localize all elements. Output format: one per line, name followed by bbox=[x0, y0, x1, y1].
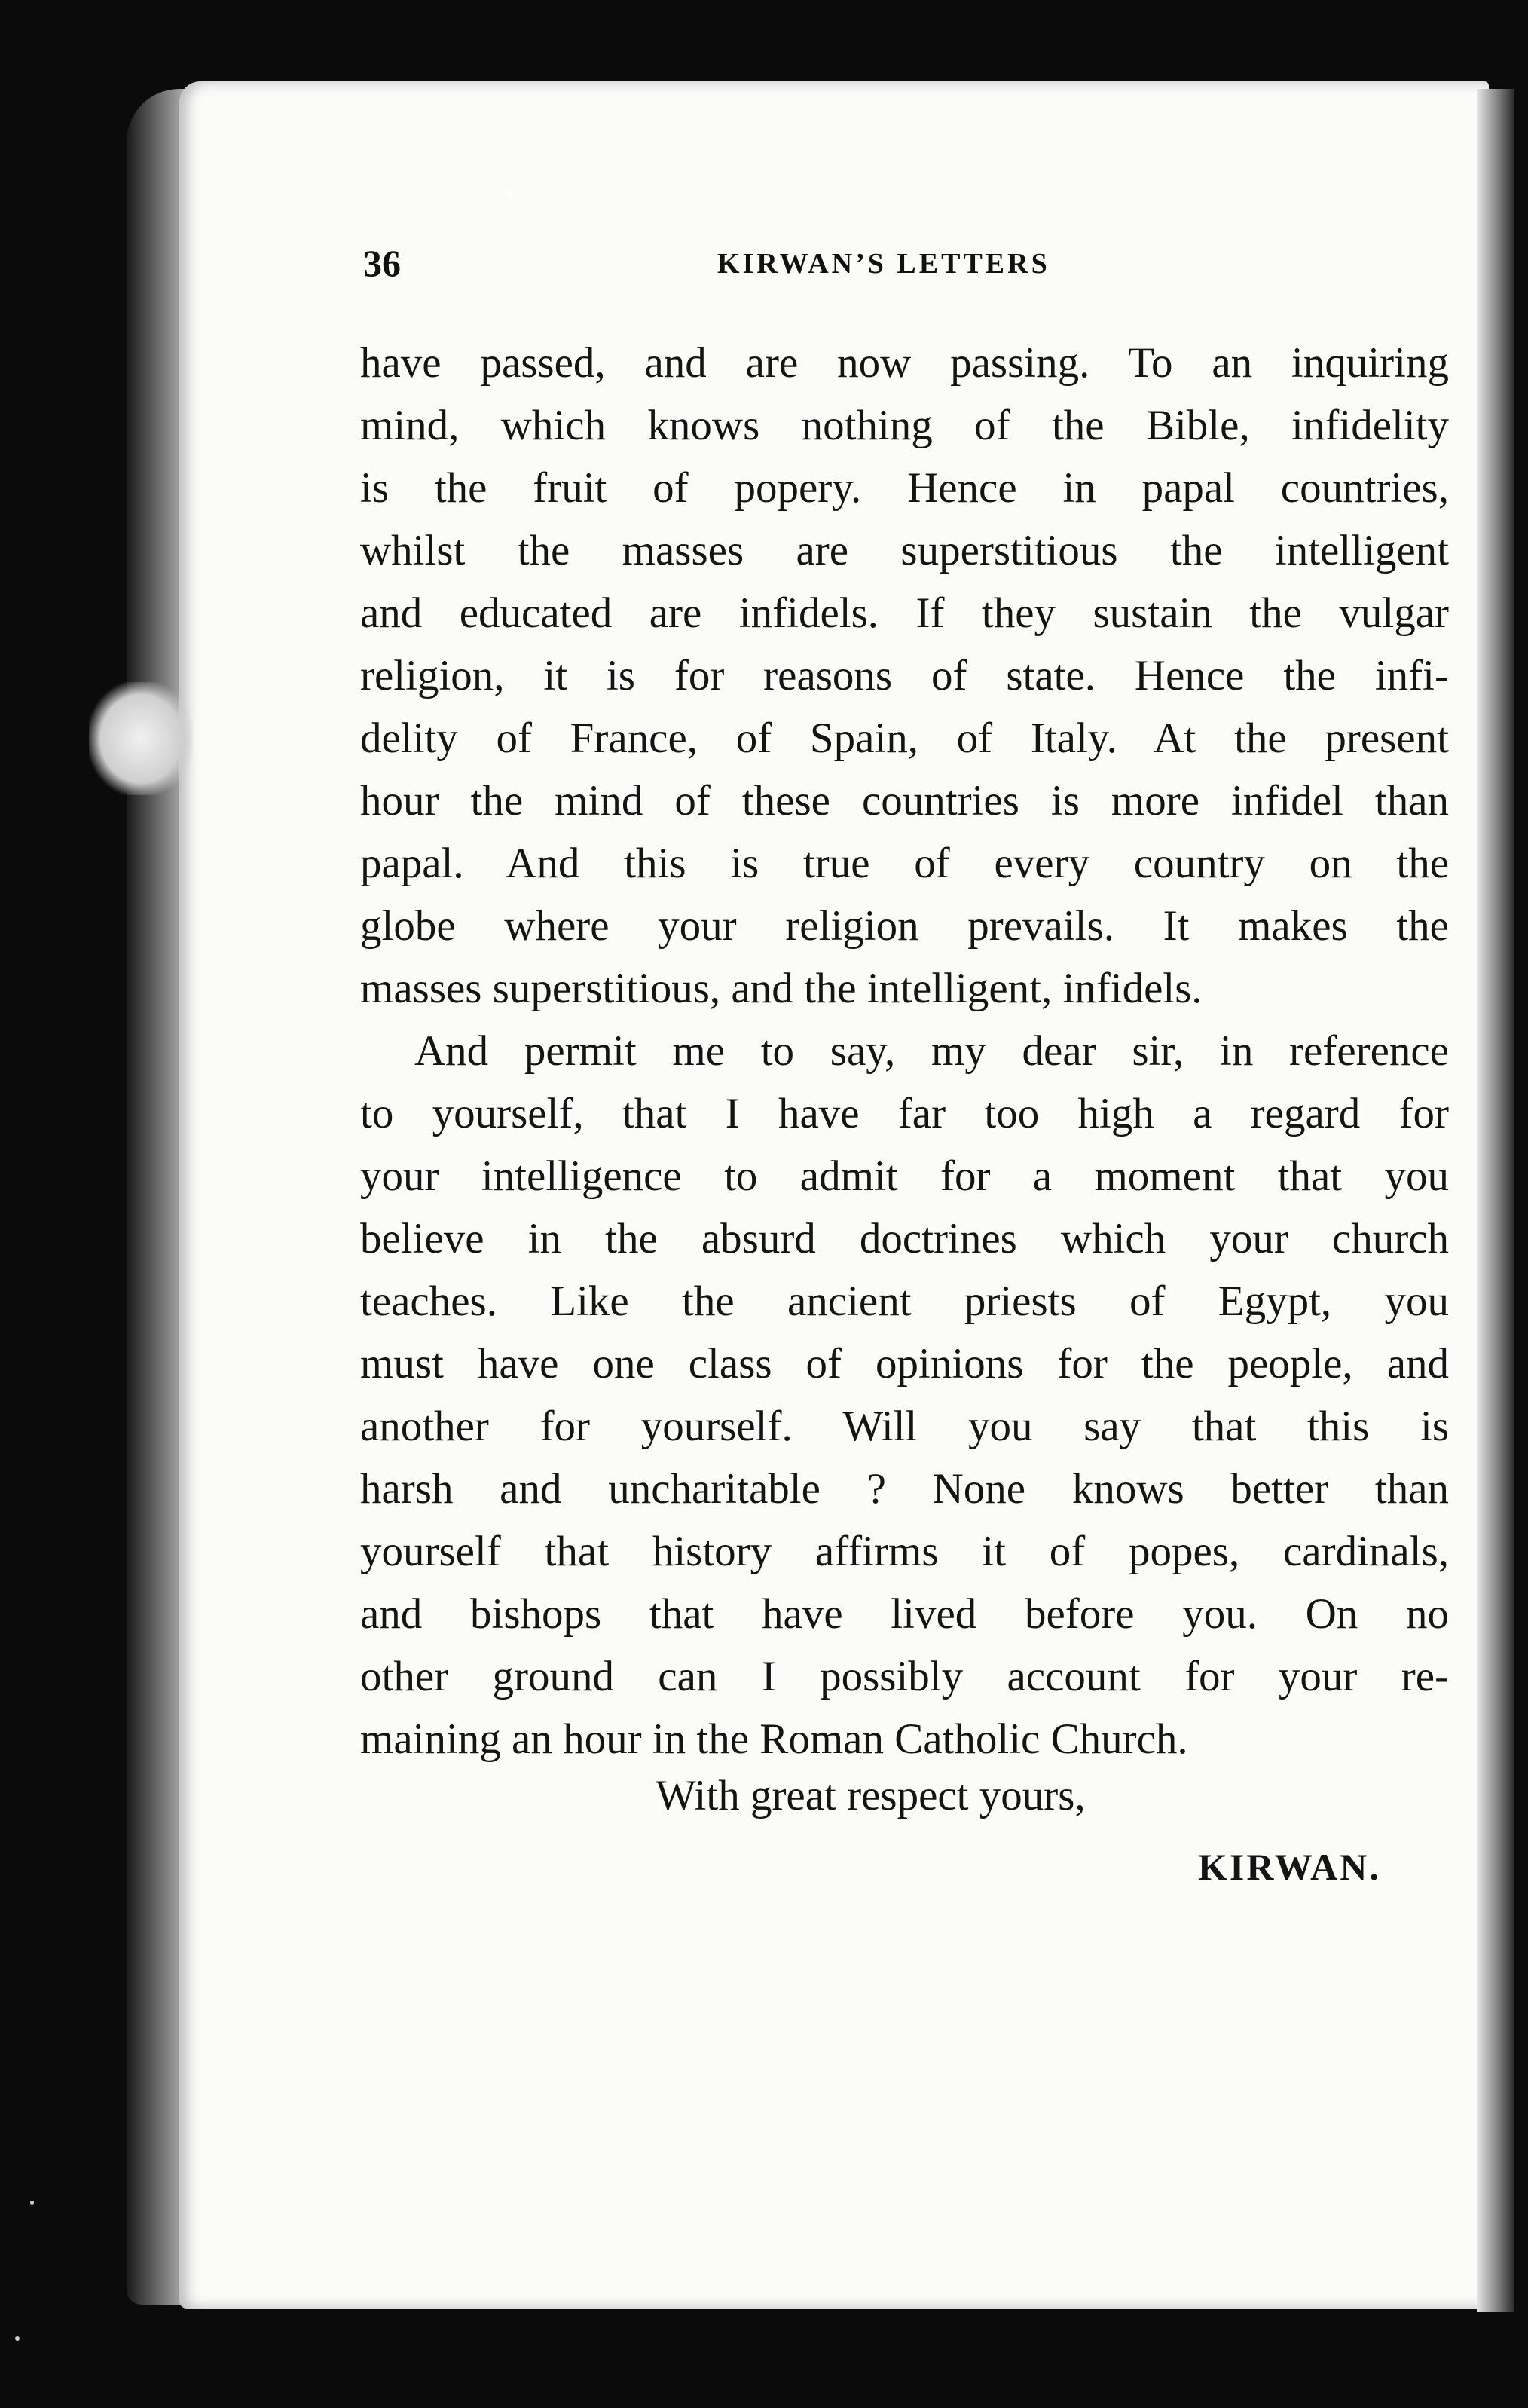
text-line: is the fruit of popery. Hence in papal countries, bbox=[360, 464, 1449, 512]
text-line: religion, it is for reasons of state. Hence the infi- bbox=[360, 652, 1449, 699]
text-line: another for yourself. Will you say that this is bbox=[360, 1403, 1449, 1450]
text-line: teaches. Like the ancient priests of Egypt, you bbox=[360, 1277, 1449, 1325]
text-line: delity of France, of Spain, of Italy. At the present bbox=[360, 714, 1449, 762]
book-right-edge bbox=[1477, 89, 1514, 2312]
ink-speck bbox=[506, 190, 513, 197]
page-header bbox=[363, 241, 1448, 286]
letter-signature: KIRWAN. bbox=[1198, 1846, 1381, 1888]
text-line: and bishops that have lived before you. On no bbox=[360, 1590, 1449, 1638]
text-line: to yourself, that I have far too high a regard for bbox=[360, 1090, 1449, 1137]
text-line: and educated are infidels. If they sustain the vulgar bbox=[360, 589, 1449, 637]
paragraph-1 bbox=[360, 332, 1449, 1020]
running-head: KIRWAN’S LETTERS bbox=[717, 248, 1050, 280]
body-text bbox=[360, 332, 1449, 1770]
text-line: And permit me to say, my dear sir, in reference bbox=[414, 1027, 1449, 1075]
text-line: yourself that history affirms it of popes, cardinals, bbox=[360, 1528, 1449, 1575]
paragraph-2 bbox=[360, 1020, 1449, 1770]
text-line: masses superstitious, and the intelligent, infidels. bbox=[360, 965, 1203, 1012]
text-line: whilst the masses are superstitious the intelligent bbox=[360, 527, 1449, 574]
text-line: harsh and uncharitable ? None knows better than bbox=[360, 1465, 1449, 1513]
text-line: mind, which knows nothing of the Bible, infidelity bbox=[360, 402, 1449, 449]
text-line: papal. And this is true of every country on the bbox=[360, 840, 1449, 887]
text-line: maining an hour in the Roman Catholic Church. bbox=[360, 1715, 1188, 1763]
page-number: 36 bbox=[363, 242, 401, 284]
text-line: believe in the absurd doctrines which your church bbox=[360, 1215, 1449, 1262]
text-line: globe where your religion prevails. It makes the bbox=[360, 902, 1449, 950]
text-line: your intelligence to admit for a moment that you bbox=[360, 1152, 1449, 1200]
dust-speck bbox=[30, 2201, 34, 2205]
text-line: must have one class of opinions for the people, and bbox=[360, 1340, 1449, 1388]
letter-closing: With great respect yours, bbox=[656, 1772, 1086, 1819]
dust-speck bbox=[15, 2336, 20, 2341]
text-line: hour the mind of these countries is more infidel than bbox=[360, 777, 1449, 825]
paper-tear bbox=[89, 682, 193, 795]
text-line: other ground can I possibly account for your re- bbox=[360, 1653, 1449, 1700]
text-line: have passed, and are now passing. To an inquiring bbox=[360, 339, 1449, 387]
